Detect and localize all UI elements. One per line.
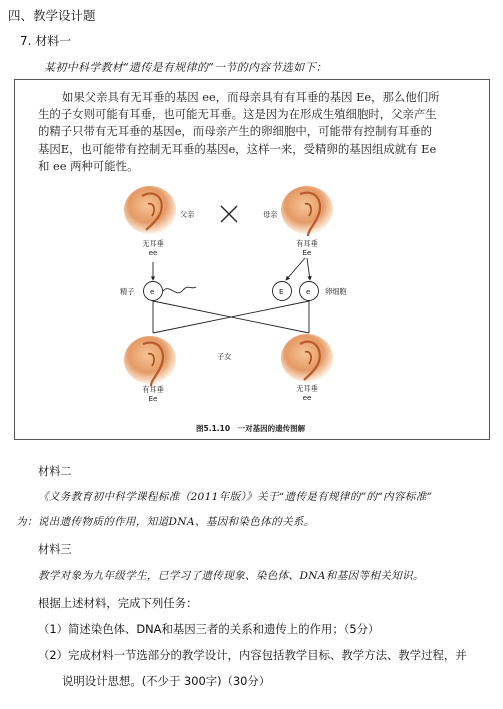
child2-genotype: ee <box>302 393 312 402</box>
tasks-prompt: 根据上述材料，完成下列任务： <box>38 596 198 610</box>
material1-intro: 某初中科学教材“遗传是有规律的”一节的内容节选如下： <box>44 61 328 74</box>
paragraph-line: 生的子女则可能有耳垂，也可能无耳垂。这是因为在形成生殖细胞时，父亲产生 <box>38 107 437 122</box>
father-genotype: ee <box>148 248 158 257</box>
paragraph-line: 基因E，也可能带有控制无耳垂的基因e，这样一来，受精卵的基因组成就有 Ee <box>38 141 437 156</box>
offspring-label: 子女 <box>217 352 232 361</box>
father-label: 父亲 <box>180 210 195 219</box>
egg-label: 卵细胞 <box>325 287 347 296</box>
task-2-line2: 说明设计思想。(不少于 300字)（30分） <box>62 674 271 688</box>
paragraph-line: 的精子只带有无耳垂的基因e，而母亲产生的卵细胞中，可能带有控制有耳垂的 <box>38 124 433 139</box>
section-title: 四、教学设计题 <box>8 8 96 23</box>
paragraph-line: 如果父亲具有无耳垂的基因 ee，而母亲具有有耳垂的基因 Ee，那么他们所 <box>62 90 440 104</box>
task-2-line1: （2）完成材料一节选部分的教学设计，内容包括教学目标、教学方法、教学过程，并 <box>38 648 467 662</box>
mother-trait: 有耳垂 <box>296 239 318 248</box>
sperm-tail <box>163 287 196 293</box>
paragraph-line: 和 ee 两种可能性。 <box>38 158 139 173</box>
material2-line2: 为：说出遗传物质的作用，知道DNA、基因和染色体的关系。 <box>16 516 315 528</box>
sperm-gene: e <box>150 287 155 296</box>
mother-genotype: Ee <box>302 248 312 257</box>
father-trait: 无耳垂 <box>142 239 164 248</box>
child1-trait: 有耳垂 <box>142 385 164 394</box>
father-ear-image <box>124 186 176 234</box>
egg-gene-e: e <box>306 287 311 296</box>
child1-genotype: Ee <box>148 394 158 403</box>
mother-ear-image <box>281 186 333 236</box>
material3-title: 材料三 <box>38 543 72 556</box>
cross-symbol <box>221 206 237 222</box>
mother-to-egg2-arrow <box>307 258 310 280</box>
egg-gene-E: E <box>279 287 284 296</box>
mother-to-egg1-arrow <box>286 258 305 280</box>
material3-line1: 教学对象为九年级学生，已学习了遗传现象、染色体、DNA和基因等相关知识。 <box>38 570 424 582</box>
material2-line1: 《义务教育初中科学课程标准（2011年版）》关于“遗传是有规律的”的“内容标准” <box>38 491 433 503</box>
child1-ear-image <box>124 336 176 386</box>
mother-label: 母亲 <box>263 210 278 219</box>
task-1: （1）简述染色体、DNA和基因三者的关系和遗传上的作用；（5分） <box>38 622 380 636</box>
figure-caption: 图5.1.10 一对基因的遗传图解 <box>196 424 306 433</box>
sperm-label: 精子 <box>120 287 135 296</box>
material2-title: 材料二 <box>38 465 72 478</box>
child2-ear-image <box>281 334 333 382</box>
child2-trait: 无耳垂 <box>296 384 318 393</box>
question-label: 7. 材料一 <box>20 34 72 48</box>
